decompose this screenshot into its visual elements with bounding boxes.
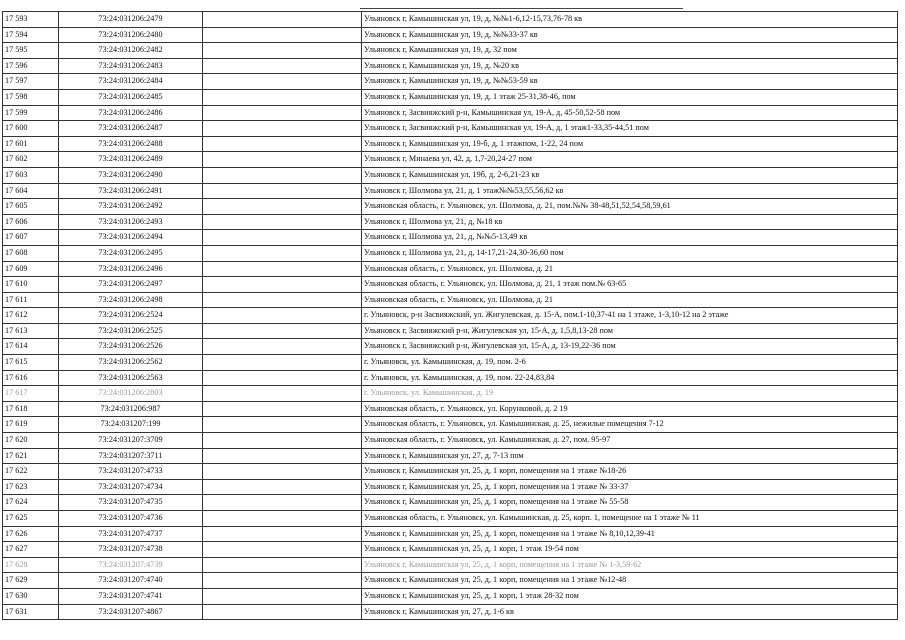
cadastral-number: 73:24:031207:4741: [59, 588, 203, 604]
empty-cell: [203, 245, 362, 261]
table-row: [3, 604, 898, 620]
row-number: 17 623: [3, 479, 59, 495]
address: г. Ульяновск, р-н Засвияжский, ул. Жигулевская, д. 15-А, пом.1-10,37-41 на 1 этаже, 1-3,10-12 на 2 этаже: [362, 308, 898, 324]
row-number: 17 624: [3, 495, 59, 511]
address: Ульяновск г, Камышинская ул, 19, д, №№33-37 кв: [362, 27, 898, 43]
address: Ульяновск г, Камышинская ул, 19, д, 32 пом: [362, 43, 898, 59]
address: Ульяновск г, Камышинская ул, 25, д, 1 корп, 1 этаж 28-32 пом: [362, 588, 898, 604]
row-number: 17 617: [3, 386, 59, 402]
row-number: 17 596: [3, 58, 59, 74]
row-number: 17 610: [3, 277, 59, 293]
cadastral-number: 73:24:031206:2563: [59, 370, 203, 386]
table-row: [3, 308, 898, 324]
cadastral-number: 73:24:031207:4737: [59, 526, 203, 542]
address: Ульяновская область, г. Ульяновск, ул. Шолмова, д. 21: [362, 261, 898, 277]
cadastral-number: 73:24:031207:4733: [59, 464, 203, 480]
table-row: [3, 573, 898, 589]
empty-cell: [203, 167, 362, 183]
row-number: 17 594: [3, 27, 59, 43]
table-row: [3, 370, 898, 386]
table-row: [3, 557, 898, 573]
row-number: 17 613: [3, 323, 59, 339]
table-row: [3, 74, 898, 90]
cadastral-number: 73:24:031206:2493: [59, 214, 203, 230]
row-number: 17 607: [3, 230, 59, 246]
row-number: 17 595: [3, 43, 59, 59]
table-row: [3, 277, 898, 293]
address: Ульяновск г, Камышинская ул, 25, д, 1 корп, помещения на 1 этаже № 1-3,59-62: [362, 557, 898, 573]
row-number: 17 631: [3, 604, 59, 620]
table-row: [3, 386, 898, 402]
empty-cell: [203, 214, 362, 230]
empty-cell: [203, 152, 362, 168]
table-row: [3, 401, 898, 417]
address: Ульяновск г, Камышинская ул, 19, д, №№53-59 кв: [362, 74, 898, 90]
table-row: [3, 121, 898, 137]
empty-cell: [203, 355, 362, 371]
cadastral-number: 73:24:031206:2497: [59, 277, 203, 293]
table-row: [3, 89, 898, 105]
empty-cell: [203, 526, 362, 542]
cadastral-number: 73:24:031207:4735: [59, 495, 203, 511]
table-row: [3, 588, 898, 604]
row-number: 17 627: [3, 542, 59, 558]
empty-cell: [203, 121, 362, 137]
row-number: 17 600: [3, 121, 59, 137]
table-row: [3, 526, 898, 542]
empty-cell: [203, 105, 362, 121]
address: Ульяновск г, Камышинская ул, 25, д, 1 корп, помещения на 1 этаже № 8,10,12,39-41: [362, 526, 898, 542]
cadastral-number: 73:24:031206:2487: [59, 121, 203, 137]
cadastral-number: 73:24:031206:2524: [59, 308, 203, 324]
cadastral-number: 73:24:031206:2484: [59, 74, 203, 90]
empty-cell: [203, 74, 362, 90]
cadastral-number: 73:24:031207:4739: [59, 557, 203, 573]
address: Ульяновск г, Засвияжский р-н, Жигулевская ул, 15-А, д, 1,5,8,13-28 пом: [362, 323, 898, 339]
table-row: [3, 183, 898, 199]
address: Ульяновская область, г. Ульяновск, ул. Корунковой, д. 2 19: [362, 401, 898, 417]
table-row: [3, 43, 898, 59]
cadastral-number: 73:24:031206:2494: [59, 230, 203, 246]
table-row: [3, 58, 898, 74]
cadastral-number: 73:24:031207:3711: [59, 448, 203, 464]
cadastral-number: 73:24:031207:4740: [59, 573, 203, 589]
row-number: 17 614: [3, 339, 59, 355]
row-number: 17 630: [3, 588, 59, 604]
row-number: 17 605: [3, 199, 59, 215]
cadastral-number: 73:24:031206:2482: [59, 43, 203, 59]
table-row: [3, 417, 898, 433]
row-number: 17 629: [3, 573, 59, 589]
table-row: [3, 261, 898, 277]
address: Ульяновск г, Камышинская ул, 19-б, д, 1 этажпом, 1-22, 24 пом: [362, 136, 898, 152]
table-row: [3, 323, 898, 339]
table-row: [3, 448, 898, 464]
top-rule: [360, 8, 683, 9]
empty-cell: [203, 230, 362, 246]
cadastral-number: 73:24:031206:2483: [59, 58, 203, 74]
address: Ульяновск г, Камышинская ул, 19, д, 1 этаж 25-31,38-46, пом: [362, 89, 898, 105]
empty-cell: [203, 27, 362, 43]
address: Ульяновская область, г. Ульяновск, ул. Шолмова, д. 21, 1 этаж пом.№ 63-65: [362, 277, 898, 293]
address: Ульяновск г, Минаева ул, 42, д, 1,7-20,24-27 пом: [362, 152, 898, 168]
address: Ульяновск г, Шолмова ул, 21, д, 1 этаж№№53,55,56,62 кв: [362, 183, 898, 199]
table-row: [3, 479, 898, 495]
row-number: 17 609: [3, 261, 59, 277]
row-number: 17 597: [3, 74, 59, 90]
table-row: [3, 292, 898, 308]
empty-cell: [203, 464, 362, 480]
cadastral-number: 73:24:031206:2490: [59, 167, 203, 183]
cadastral-number: 73:24:031206:2479: [59, 12, 203, 28]
address: г. Ульяновск, ул. Камышинская, д. 19, пом. 2-6: [362, 355, 898, 371]
row-number: 17 619: [3, 417, 59, 433]
address: Ульяновск г, Камышинская ул, 25, д, 1 корп, помещения на 1 этаже №12-48: [362, 573, 898, 589]
empty-cell: [203, 573, 362, 589]
cadastral-number: 73:24:031206:2525: [59, 323, 203, 339]
cadastral-number: 73:24:031207:4736: [59, 511, 203, 527]
table-row: [3, 167, 898, 183]
empty-cell: [203, 199, 362, 215]
address: Ульяновск г, Камышинская ул, 25, д, 1 корп, помещения на 1 этаже № 55-58: [362, 495, 898, 511]
row-number: 17 611: [3, 292, 59, 308]
cadastral-number: 73:24:031207:4867: [59, 604, 203, 620]
empty-cell: [203, 136, 362, 152]
empty-cell: [203, 370, 362, 386]
register-table: [2, 11, 898, 620]
row-number: 17 620: [3, 433, 59, 449]
table-row: [3, 495, 898, 511]
table-row: [3, 136, 898, 152]
row-number: 17 593: [3, 12, 59, 28]
empty-cell: [203, 511, 362, 527]
address: Ульяновск г, Камышинская ул, 19, д, №20 кв: [362, 58, 898, 74]
cadastral-number: 73:24:031206:2489: [59, 152, 203, 168]
empty-cell: [203, 557, 362, 573]
table-row: [3, 433, 898, 449]
empty-cell: [203, 417, 362, 433]
cadastral-number: 73:24:031206:2495: [59, 245, 203, 261]
empty-cell: [203, 323, 362, 339]
empty-cell: [203, 89, 362, 105]
table-row: [3, 464, 898, 480]
cadastral-number: 73:24:031206:2496: [59, 261, 203, 277]
row-number: 17 606: [3, 214, 59, 230]
cadastral-number: 73:24:031207:199: [59, 417, 203, 433]
cadastral-number: 73:24:031207:4734: [59, 479, 203, 495]
table-row: [3, 355, 898, 371]
table-row: [3, 542, 898, 558]
address: Ульяновск г, Шолмова ул, 21, д, №№5-13,49 кв: [362, 230, 898, 246]
row-number: 17 615: [3, 355, 59, 371]
cadastral-number: 73:24:031206:2526: [59, 339, 203, 355]
cadastral-number: 73:24:031206:2486: [59, 105, 203, 121]
empty-cell: [203, 495, 362, 511]
empty-cell: [203, 588, 362, 604]
table-row: [3, 339, 898, 355]
empty-cell: [203, 292, 362, 308]
row-number: 17 602: [3, 152, 59, 168]
row-number: 17 626: [3, 526, 59, 542]
address: Ульяновская область, г. Ульяновск, ул. Шолмова, д. 21: [362, 292, 898, 308]
address: г. Ульяновск, ул. Камышинская, д. 19: [362, 386, 898, 402]
empty-cell: [203, 542, 362, 558]
row-number: 17 603: [3, 167, 59, 183]
row-number: 17 612: [3, 308, 59, 324]
cadastral-number: 73:24:031206:2480: [59, 27, 203, 43]
row-number: 17 625: [3, 511, 59, 527]
empty-cell: [203, 479, 362, 495]
table-row: [3, 152, 898, 168]
address: Ульяновск г, Камышинская ул, 27, д, 7-13 пом: [362, 448, 898, 464]
table-row: [3, 214, 898, 230]
table-row: [3, 27, 898, 43]
table-row: [3, 230, 898, 246]
address: Ульяновск г, Шолмова ул, 21, д, №18 кв: [362, 214, 898, 230]
empty-cell: [203, 401, 362, 417]
cadastral-number: 73:24:031206:2562: [59, 355, 203, 371]
empty-cell: [203, 183, 362, 199]
row-number: 17 599: [3, 105, 59, 121]
cadastral-number: 73:24:031207:3709: [59, 433, 203, 449]
address: Ульяновская область, г. Ульяновск, ул. Камышинская, д. 27, пом. 95-97: [362, 433, 898, 449]
empty-cell: [203, 277, 362, 293]
row-number: 17 622: [3, 464, 59, 480]
address: Ульяновск г, Камышинская ул, 25, д, 1 корп, помещения на 1 этаже №18-26: [362, 464, 898, 480]
address: Ульяновская область, г. Ульяновск, ул. Камышинская, д. 25, нежилые помещения 7-12: [362, 417, 898, 433]
address: Ульяновск г, Засвияжский р-н, Камышинская ул, 19-А, д, 45-50,52-58 пом: [362, 105, 898, 121]
empty-cell: [203, 308, 362, 324]
row-number: 17 621: [3, 448, 59, 464]
cadastral-number: 73:24:031206:2491: [59, 183, 203, 199]
cadastral-number: 73:24:031207:4738: [59, 542, 203, 558]
empty-cell: [203, 339, 362, 355]
table-row: [3, 199, 898, 215]
row-number: 17 628: [3, 557, 59, 573]
empty-cell: [203, 43, 362, 59]
cadastral-number: 73:24:031206:2803: [59, 386, 203, 402]
cadastral-number: 73:24:031206:2485: [59, 89, 203, 105]
address: Ульяновск г, Засвияжский р-н, Камышинская ул, 19-А, д, 1 этаж1-33,35-44,51 пом: [362, 121, 898, 137]
cadastral-number: 73:24:031206:2492: [59, 199, 203, 215]
address: Ульяновск г, Шолмова ул, 21, д, 14-17,21-24,30-36,60 пом: [362, 245, 898, 261]
empty-cell: [203, 604, 362, 620]
empty-cell: [203, 448, 362, 464]
row-number: 17 601: [3, 136, 59, 152]
empty-cell: [203, 12, 362, 28]
table-row: [3, 245, 898, 261]
row-number: 17 598: [3, 89, 59, 105]
empty-cell: [203, 261, 362, 277]
row-number: 17 604: [3, 183, 59, 199]
cadastral-number: 73:24:031206:2488: [59, 136, 203, 152]
row-number: 17 608: [3, 245, 59, 261]
address: Ульяновск г, Камышинская ул, 19, д, №№1-6,12-15,73,76-78 кв: [362, 12, 898, 28]
empty-cell: [203, 386, 362, 402]
address: Ульяновск г, Камышинская ул, 27, д, 1-6 кв: [362, 604, 898, 620]
table-row: [3, 105, 898, 121]
address: Ульяновск г, Камышинская ул, 19б, д, 2-6,21-23 кв: [362, 167, 898, 183]
table-row: [3, 12, 898, 28]
row-number: 17 618: [3, 401, 59, 417]
row-number: 17 616: [3, 370, 59, 386]
empty-cell: [203, 58, 362, 74]
register-rows: [3, 12, 898, 620]
table-row: [3, 511, 898, 527]
address: Ульяновск г, Засвияжский р-н, Жигулевская ул, 15-А, д, 13-19,22-36 пом: [362, 339, 898, 355]
address: Ульяновская область, г. Ульяновск, ул. Шолмова, д. 21, пом.№№ 38-48,51,52,54,58,59,61: [362, 199, 898, 215]
address: г. Ульяновск, ул. Камышинская, д. 19, пом. 22-24,83,84: [362, 370, 898, 386]
cadastral-number: 73:24:031206:2498: [59, 292, 203, 308]
empty-cell: [203, 433, 362, 449]
address: Ульяновская область, г. Ульяновск, ул. Камышинская, д. 25, корп. 1, помещение на 1 этаже № 11: [362, 511, 898, 527]
cadastral-number: 73:24:031206:987: [59, 401, 203, 417]
address: Ульяновск г, Камышинская ул, 25, д, 1 корп, помещения на 1 этаже № 33-37: [362, 479, 898, 495]
address: Ульяновск г, Камышинская ул, 25, д, 1 корп, 1 этаж 19-54 пом: [362, 542, 898, 558]
